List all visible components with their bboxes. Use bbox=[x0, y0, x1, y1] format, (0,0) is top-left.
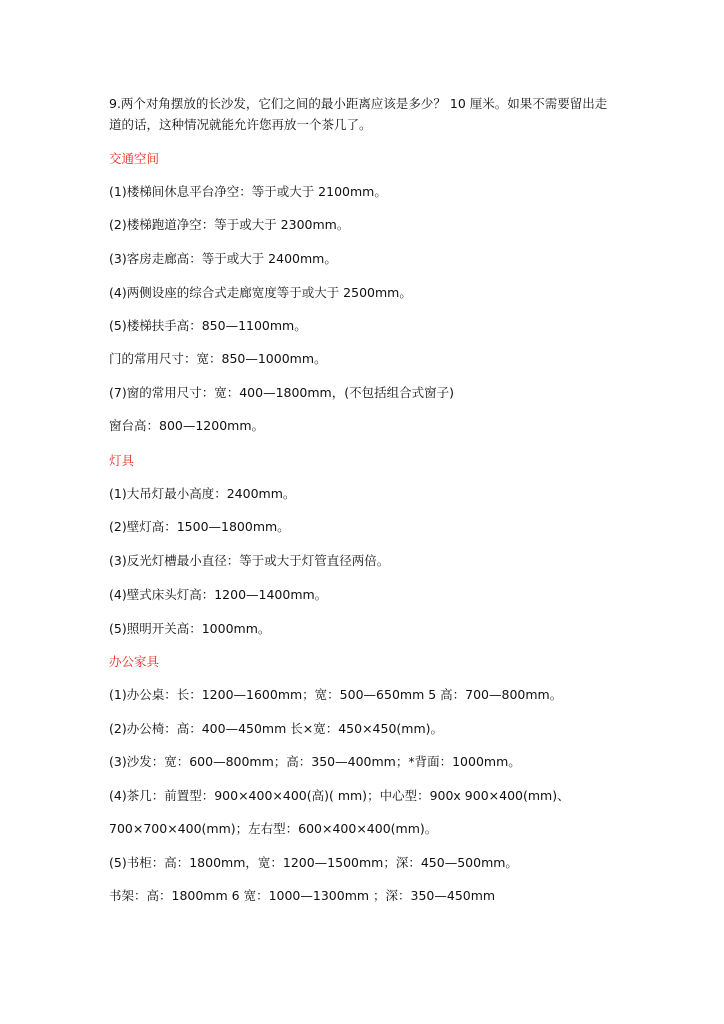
intro-line-1: 9.两个对角摆放的长沙发，它们之间的最小距离应该是多少？ 10 厘米。如果不需要留出走 bbox=[109, 96, 608, 111]
office-item-3: (3)沙发：宽：600—800mm；高：350—400mm；*背面：1000mm。 bbox=[109, 754, 521, 769]
lighting-item-5: (5)照明开关高：1000mm。 bbox=[109, 621, 271, 636]
office-item-6: 书架：高：1800mm 6 宽：1000—1300mm ；深：350—450mm bbox=[109, 888, 496, 903]
traffic-item-7: (7)窗的常用尺寸：宽：400—1800mm，(不包括组合式窗子) bbox=[109, 385, 454, 400]
lighting-item-3: (3)反光灯槽最小直径：等于或大于灯管直径两倍。 bbox=[109, 553, 390, 568]
section-heading-office: 办公家具 bbox=[109, 654, 160, 669]
office-item-4: (4)茶几：前置型：900×400×400(高)( mm)；中心型：900x 900×400(mm)、 bbox=[109, 788, 570, 803]
office-item-4-cont: 700×700×400(mm)；左右型：600×400×400(mm)。 bbox=[109, 821, 438, 836]
section-heading-traffic: 交通空间 bbox=[109, 151, 160, 166]
lighting-item-1: (1)大吊灯最小高度：2400mm。 bbox=[109, 486, 296, 501]
intro-line-2: 道的话，这种情况就能允许您再放一个茶几了。 bbox=[109, 117, 372, 132]
traffic-item-1: (1)楼梯间休息平台净空：等于或大于 2100mm。 bbox=[109, 184, 387, 199]
traffic-item-2: (2)楼梯跑道净空：等于或大于 2300mm。 bbox=[109, 217, 350, 232]
traffic-item-5: (5)楼梯扶手高：850—1100mm。 bbox=[109, 318, 307, 333]
office-item-5: (5)书柜：高：1800mm，宽：1200—1500mm；深：450—500mm。 bbox=[109, 855, 518, 870]
traffic-item-3: (3)客房走廊高：等于或大于 2400mm。 bbox=[109, 251, 337, 266]
traffic-item-8: 窗台高：800—1200mm。 bbox=[109, 418, 265, 433]
lighting-item-4: (4)壁式床头灯高：1200—1400mm。 bbox=[109, 587, 328, 602]
office-item-1: (1)办公桌：长：1200—1600mm；宽：500—650mm 5 高：700—800mm。 bbox=[109, 687, 563, 702]
traffic-item-4: (4)两侧设座的综合式走廊宽度等于或大于 2500mm。 bbox=[109, 285, 412, 300]
traffic-item-6: 门的常用尺寸：宽：850—1000mm。 bbox=[109, 351, 327, 366]
office-item-2: (2)办公椅：高：400—450mm 长×宽：450×450(mm)。 bbox=[109, 721, 444, 736]
lighting-item-2: (2)壁灯高：1500—1800mm。 bbox=[109, 519, 290, 534]
section-heading-lighting: 灯具 bbox=[109, 453, 135, 468]
